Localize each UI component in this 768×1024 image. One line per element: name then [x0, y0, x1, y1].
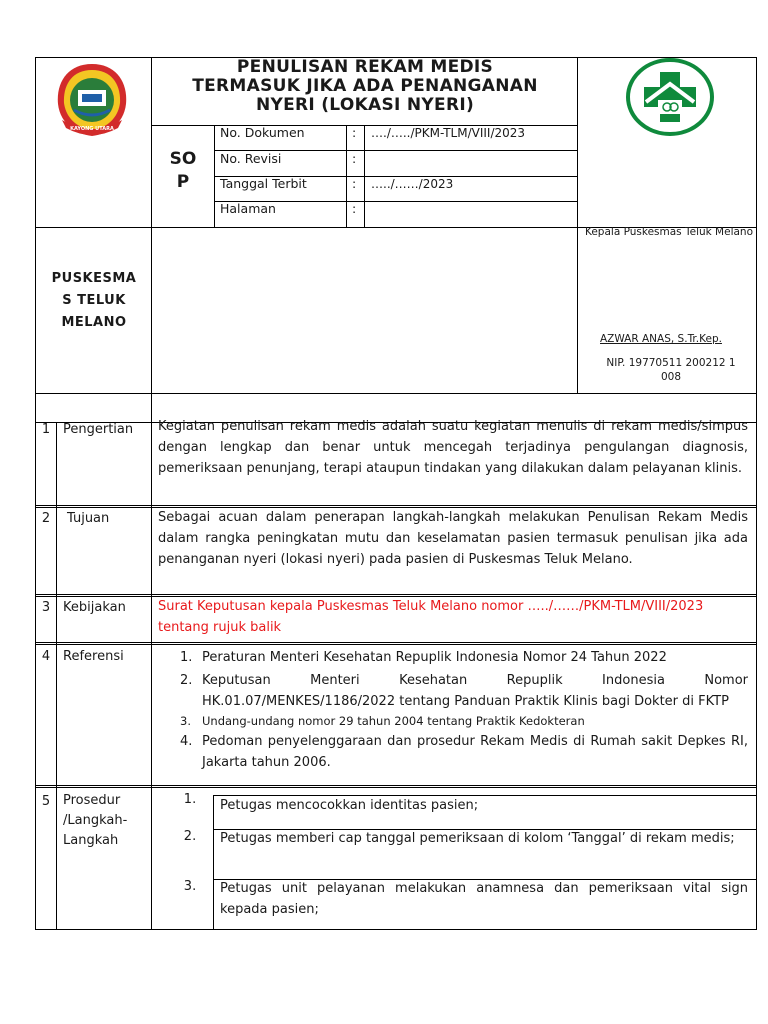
section-text-kebijakan: Surat Keputusan kepala Puskesmas Teluk Melano nomor …../……/PKM-TLM/VIII/2023 tentang rujuk balik — [158, 599, 704, 635]
reference-number: 3. — [180, 714, 191, 728]
reference-list — [158, 648, 748, 773]
meta-label-issue-date: Tanggal Terbit — [220, 176, 307, 191]
puskesmas-cross-logo — [626, 58, 714, 136]
nip-line-2: 008 — [660, 371, 682, 383]
meta-colon: : — [352, 176, 357, 191]
signatory-position: Kepala Puskesmas Teluk Melano — [584, 226, 754, 238]
reference-text: Keputusan Menteri Kesehatan Repuplik Indonesia Nomor HK.01.07/MENKES/1186/2022 tentang Panduan Praktik Klinis bagi Dokter di FKTP — [202, 673, 748, 709]
prosedur-label-line-1: Prosedur — [63, 793, 121, 808]
title-line-2: TERMASUK JIKA ADA PENANGANAN — [192, 76, 538, 96]
section-number: 2 — [41, 511, 51, 526]
nip-line-1: NIP. 19770511 200212 1 — [606, 357, 736, 369]
reference-text: Peraturan Menteri Kesehatan Repuplik Indonesia Nomor 24 Tahun 2022 — [202, 650, 667, 665]
section-number: 1 — [41, 422, 51, 437]
reference-item — [158, 731, 748, 773]
sop-line-2: P — [176, 172, 190, 192]
reference-number: 1. — [180, 650, 193, 665]
meta-value-document-number: …./…../PKM-TLM/VIII/2023 — [371, 126, 526, 140]
institution-name — [36, 268, 152, 334]
meta-colon: : — [352, 125, 357, 140]
step-number: 1. — [183, 792, 197, 807]
section-number: 4 — [41, 649, 51, 664]
prosedur-label-line-3: Langkah — [63, 833, 119, 848]
reference-item — [158, 670, 748, 712]
step-text: Petugas mencocokkan identitas pasien; — [220, 798, 479, 813]
step-text: Petugas unit pelayanan melakukan anamnesa dan pemeriksaan vital sign kepada pasien; — [220, 881, 748, 917]
section-label-tujuan: Tujuan — [67, 511, 110, 526]
document-title — [152, 58, 578, 115]
section-number: 5 — [41, 794, 51, 809]
section-text-pengertian: Kegiatan penulisan rekam medis adalah suatu kegiatan menulis di rekam medis/simpus dengan lengkap dan benar untuk mencegah terjadinya pengulangan diagnosis, pemeriksaan penunjang, terapi ataupun tindakan yang dilakukan dalam pelayanan klinis. — [158, 419, 748, 476]
kayong-utara-logo — [48, 60, 136, 140]
sop-line-1: SO — [169, 149, 197, 169]
signatory-nip — [596, 356, 746, 384]
title-line-3: NYERI (LOKASI NYERI) — [255, 95, 475, 115]
reference-item — [158, 648, 748, 668]
institution-line-1: PUSKESMA — [51, 271, 137, 286]
institution-line-2: S TELUK — [62, 293, 126, 308]
section-label-prosedur — [63, 791, 151, 851]
meta-colon: : — [352, 201, 357, 216]
reference-text: Pedoman penyelenggaraan dan prosedur Rekam Medis di Rumah sakit Depkes RI, Jakarta tahun 2006. — [202, 734, 748, 770]
reference-number: 2. — [180, 673, 193, 688]
reference-text: Undang-undang nomor 29 tahun 2004 tentang Praktik Kedokteran — [202, 714, 585, 728]
sop-label — [152, 148, 214, 194]
prosedur-label-line-2: /Langkah- — [63, 813, 128, 828]
step-number: 3. — [183, 879, 197, 894]
signatory-name: AZWAR ANAS, S.Tr.Kep. — [600, 333, 722, 345]
step-text: Petugas memberi cap tanggal pemeriksaan di kolom ‘Tanggal’ di rekam medis; — [220, 831, 735, 846]
section-label-referensi: Referensi — [63, 649, 124, 664]
reference-number: 4. — [180, 734, 193, 749]
institution-line-3: MELANO — [61, 315, 127, 330]
meta-value-issue-date: …../……/2023 — [371, 177, 454, 191]
meta-label-revision: No. Revisi — [220, 151, 282, 166]
meta-colon: : — [352, 151, 357, 166]
reference-item — [158, 712, 748, 731]
title-line-1: PENULISAN REKAM MEDIS — [236, 57, 494, 77]
section-label-pengertian: Pengertian — [63, 422, 134, 437]
meta-label-page: Halaman — [220, 201, 276, 216]
logo-caption: KAYONG UTARA — [70, 126, 114, 132]
section-text-tujuan: Sebagai acuan dalam penerapan langkah-langkah melakukan Penulisan Rekam Medis dalam rangka peningkatan mutu dan keselamatan pasien termasuk penulisan jika ada penanganan nyeri (lokasi nyeri) pada pasien di Puskesmas Teluk Melano. — [158, 510, 748, 567]
section-number: 3 — [41, 600, 51, 615]
step-number: 2. — [183, 829, 197, 844]
meta-label-document-number: No. Dokumen — [220, 125, 305, 140]
section-label-kebijakan: Kebijakan — [63, 600, 126, 615]
